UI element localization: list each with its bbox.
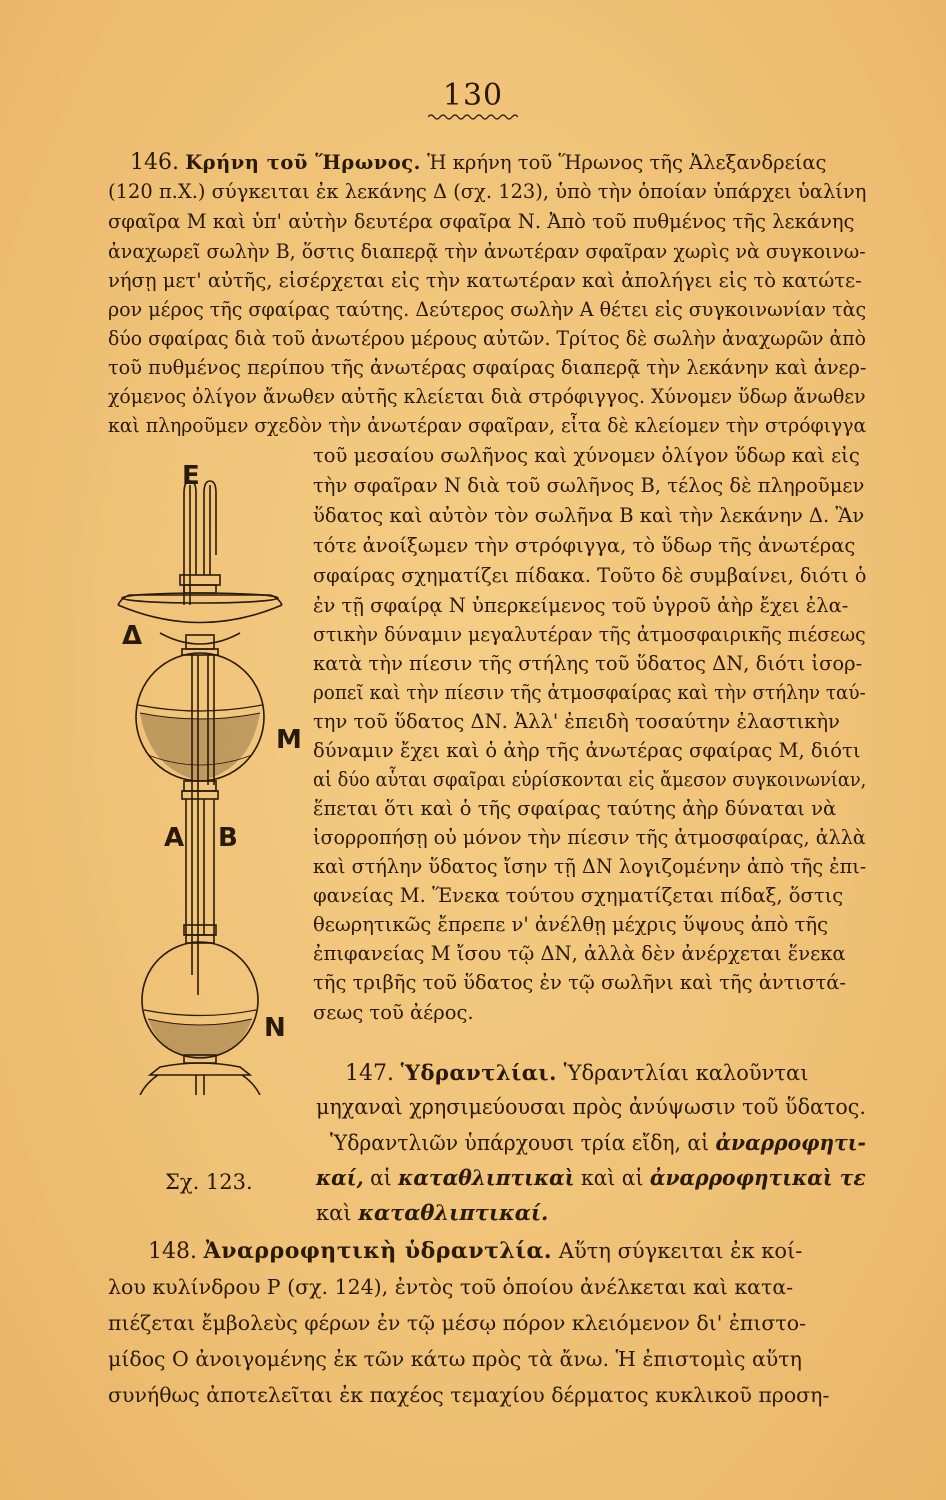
term-katathliptikai-end: καταθλιπτικαί. <box>358 1200 549 1225</box>
text-span: καὶ <box>316 1201 352 1225</box>
label-n: N <box>264 1013 286 1043</box>
text-line: σφαίρας σχηματίζει πίδακα. Τοῦτο δὲ συμβαίνει, διότι ὁ <box>313 564 867 587</box>
text-line: τῆς τριβῆς τοῦ ὕδατος ἐν τῷ σωλῆνι καὶ τῆς ἀντιστά- <box>313 971 847 994</box>
term-anarrofitikai: ἀναρροφητι- <box>715 1130 866 1155</box>
text-line: νήσῃ μετ' αὐτῆς, εἰσέρχεται εἰς τὴν κατωτέραν καὶ ἀπολήγει εἰς τὸ κατώτε- <box>108 269 862 292</box>
term-katathliptikai: καταθλιπτικαὶ <box>398 1165 575 1190</box>
section-146-number: 146. <box>130 150 179 175</box>
label-e: E <box>182 461 200 491</box>
section-146-title: Κρήνη τοῦ Ἥρωνος. <box>185 151 421 174</box>
text-line: ἐν τῇ σφαίρᾳ Ν ὑπερκείμενος τοῦ ὑγροῦ ἀὴρ ἔχει ἐλα- <box>313 594 849 617</box>
text-line: Ἡ κρήνη τοῦ Ἥρωνος τῆς Ἀλεξανδρείας <box>427 151 827 174</box>
text-line: τοῦ μεσαίου σωλῆνος καὶ χύνομεν ὀλίγον ὕδωρ καὶ εἰς <box>313 444 860 467</box>
section-148-line-1 <box>148 1240 802 1263</box>
text-line: αἱ δύο αὗται σφαῖραι εὑρίσκονται εἰς ἄμεσον συγκοινωνίαν, <box>313 768 867 791</box>
section-146-line-1 <box>130 152 826 174</box>
text-line: τοῦ πυθμένος περίπου τῆς ἀνωτέρας σφαίρας διαπερᾷ τὴν λεκάνην καὶ ἀνερ- <box>108 356 867 379</box>
section-147-line-3 <box>330 1132 866 1154</box>
term-kai: καί, <box>316 1165 364 1190</box>
text-line: στικὴν δύναμιν μεγαλυτέραν τῆς ἀτμοσφαιρικῆς πιέσεως <box>313 623 866 646</box>
heron-fountain-illustration <box>100 455 300 1095</box>
text-span: Ὑδραντλιῶν ὑπάρχουσι τρία εἴδη, αἱ <box>330 1131 710 1155</box>
text-line: Ὑδραντλίαι καλοῦνται <box>563 1061 809 1085</box>
text-line: (120 π.Χ.) σύγκειται ἐκ λεκάνης Δ (σχ. 123), ὑπὸ τὴν ὁποίαν ὑπάρχει ὑαλίνη <box>108 180 867 203</box>
text-line: ἀναχωρεῖ σωλὴν Β, ὅστις διαπερᾷ τὴν ἀνωτέραν σφαῖραν χωρὶς νὰ συγκοινω- <box>108 240 866 263</box>
text-line: ὕδατος καὶ αὐτὸν τὸν σωλῆνα Β καὶ τὴν λεκάνην Δ. Ἂν <box>313 504 865 527</box>
label-a: A <box>164 823 185 853</box>
section-147-line-1 <box>345 1062 808 1085</box>
text-span: καὶ αἱ <box>581 1166 644 1190</box>
text-line: σφαῖρα Μ καὶ ὑπ' αὐτὴν δευτέρα σφαῖρα Ν. Ἀπὸ τοῦ πυθμένος τῆς λεκάνης <box>108 210 855 233</box>
text-line: ἰσορροπήσῃ οὐ μόνον τὴν πίεσιν τῆς ἀτμοσφαίρας, ἀλλὰ <box>313 826 866 849</box>
text-line: τότε ἀνοίξωμεν τὴν στρόφιγγα, τὸ ὕδωρ τῆς ἀνωτέρας <box>313 534 856 557</box>
text-line: λου κυλίνδρου Ρ (σχ. 124), ἐντὸς τοῦ ὁποίου ἀνέλκεται καὶ κατα- <box>108 1275 794 1299</box>
text-line: ἕπεται ὅτι καὶ ὁ τῆς σφαίρας ταύτης ἀὴρ δύναται νὰ <box>313 797 837 820</box>
section-148-title: Ἀναρροφητικὴ ὑδραντλία. <box>203 1238 553 1264</box>
text-line: μηχαναὶ χρησιμεύουσαι πρὸς ἀνύψωσιν τοῦ ὕδατος. <box>316 1095 866 1119</box>
text-line: πιέζεται ἔμβολεὺς φέρων ἐν τῷ μέσῳ πόρον κλειόμενον δι' ἐπιστο- <box>108 1311 807 1335</box>
text-line: δύναμιν ἔχει καὶ ὁ ἀὴρ τῆς ἀνωτέρας σφαίρας Μ, διότι <box>313 739 861 762</box>
section-148-number: 148. <box>148 1239 197 1264</box>
text-line: την τοῦ ὕδατος ΔΝ. Ἀλλ' ἐπειδὴ τοσαύτην ἐλαστικὴν <box>313 710 840 733</box>
text-line: δύο σφαίρας διὰ τοῦ ἀνωτέρου μέρους αὐτῶν. Τρίτος δὲ σωλὴν ἀναχωρῶν ἀπὸ <box>108 327 866 350</box>
text-line: σεως τοῦ ἀέρος. <box>313 1001 474 1024</box>
text-span: αἱ <box>370 1166 392 1190</box>
text-line: μίδος Ο ἀνοιγομένης ἐκ τῶν κάτω πρὸς τὰ ἄνω. Ἡ ἐπιστομὶς αὕτη <box>108 1347 802 1371</box>
text-line: θεωρητικῶς ἔπρεπε ν' ἀνέλθῃ μέχρις ὕψους ἀπὸ τῆς <box>313 913 829 936</box>
text-line: ρον μέρος τῆς σφαίρας ταύτης. Δεύτερος σωλὴν Α θέτει εἰς συγκοινωνίαν τὰς <box>108 298 867 321</box>
section-147-title: Ὑδραντλίαι. <box>400 1060 557 1085</box>
page-number: 130 <box>442 78 504 113</box>
section-147-line-4 <box>316 1167 866 1189</box>
term-anarrofitikai-te: ἀναρροφητικαὶ τε <box>649 1165 866 1190</box>
wavy-rule-ornament <box>428 112 518 122</box>
label-b: B <box>218 823 238 853</box>
text-line: συνήθως ἀποτελεῖται ἐκ παχέος τεμαχίου δέρματος κυκλικοῦ προση- <box>108 1383 830 1407</box>
text-line: φανείας Μ. Ἕνεκα τούτου σχηματίζεται πίδαξ, ὅστις <box>313 884 844 907</box>
text-line: Αὕτη σύγκειται ἐκ κοί- <box>558 1239 803 1263</box>
label-m: M <box>276 725 302 755</box>
text-line: ἐπιφανείας Μ ἴσου τῷ ΔΝ, ἀλλὰ δὲν ἀνέρχεται ἕνεκα <box>313 942 846 965</box>
section-147-number: 147. <box>345 1061 394 1086</box>
label-delta: Δ <box>122 621 143 651</box>
section-147-line-5 <box>316 1202 548 1224</box>
text-line: καὶ στήλην ὕδατος ἴσην τῇ ΔΝ λογιζομένην ἀπὸ τῆς ἐπι- <box>313 855 867 878</box>
text-line: ροπεῖ καὶ τὴν πίεσιν τῆς ἀτμοσφαίρας καὶ τὴν στήλην ταύ- <box>313 681 866 704</box>
heron-fountain-figure <box>100 455 300 1095</box>
text-line: χόμενος ὀλίγον ἄνωθεν αὐτῆς κλείεται διὰ στρόφιγγος. Χύνομεν ὕδωρ ἄνωθεν <box>108 385 866 408</box>
text-line: καὶ πληροῦμεν σχεδὸν τὴν ἀνωτέραν σφαῖραν, εἶτα δὲ κλείομεν τὴν στρόφιγγα <box>108 414 867 437</box>
text-line: τὴν σφαῖραν Ν διὰ τοῦ σωλῆνος Β, τέλος δὲ πληροῦμεν <box>313 474 865 497</box>
text-line: κατὰ τὴν πίεσιν τῆς στήλης τοῦ ὕδατος ΔΝ, διότι ἰσορ- <box>313 652 863 675</box>
figure-caption: Σχ. 123. <box>165 1170 253 1194</box>
